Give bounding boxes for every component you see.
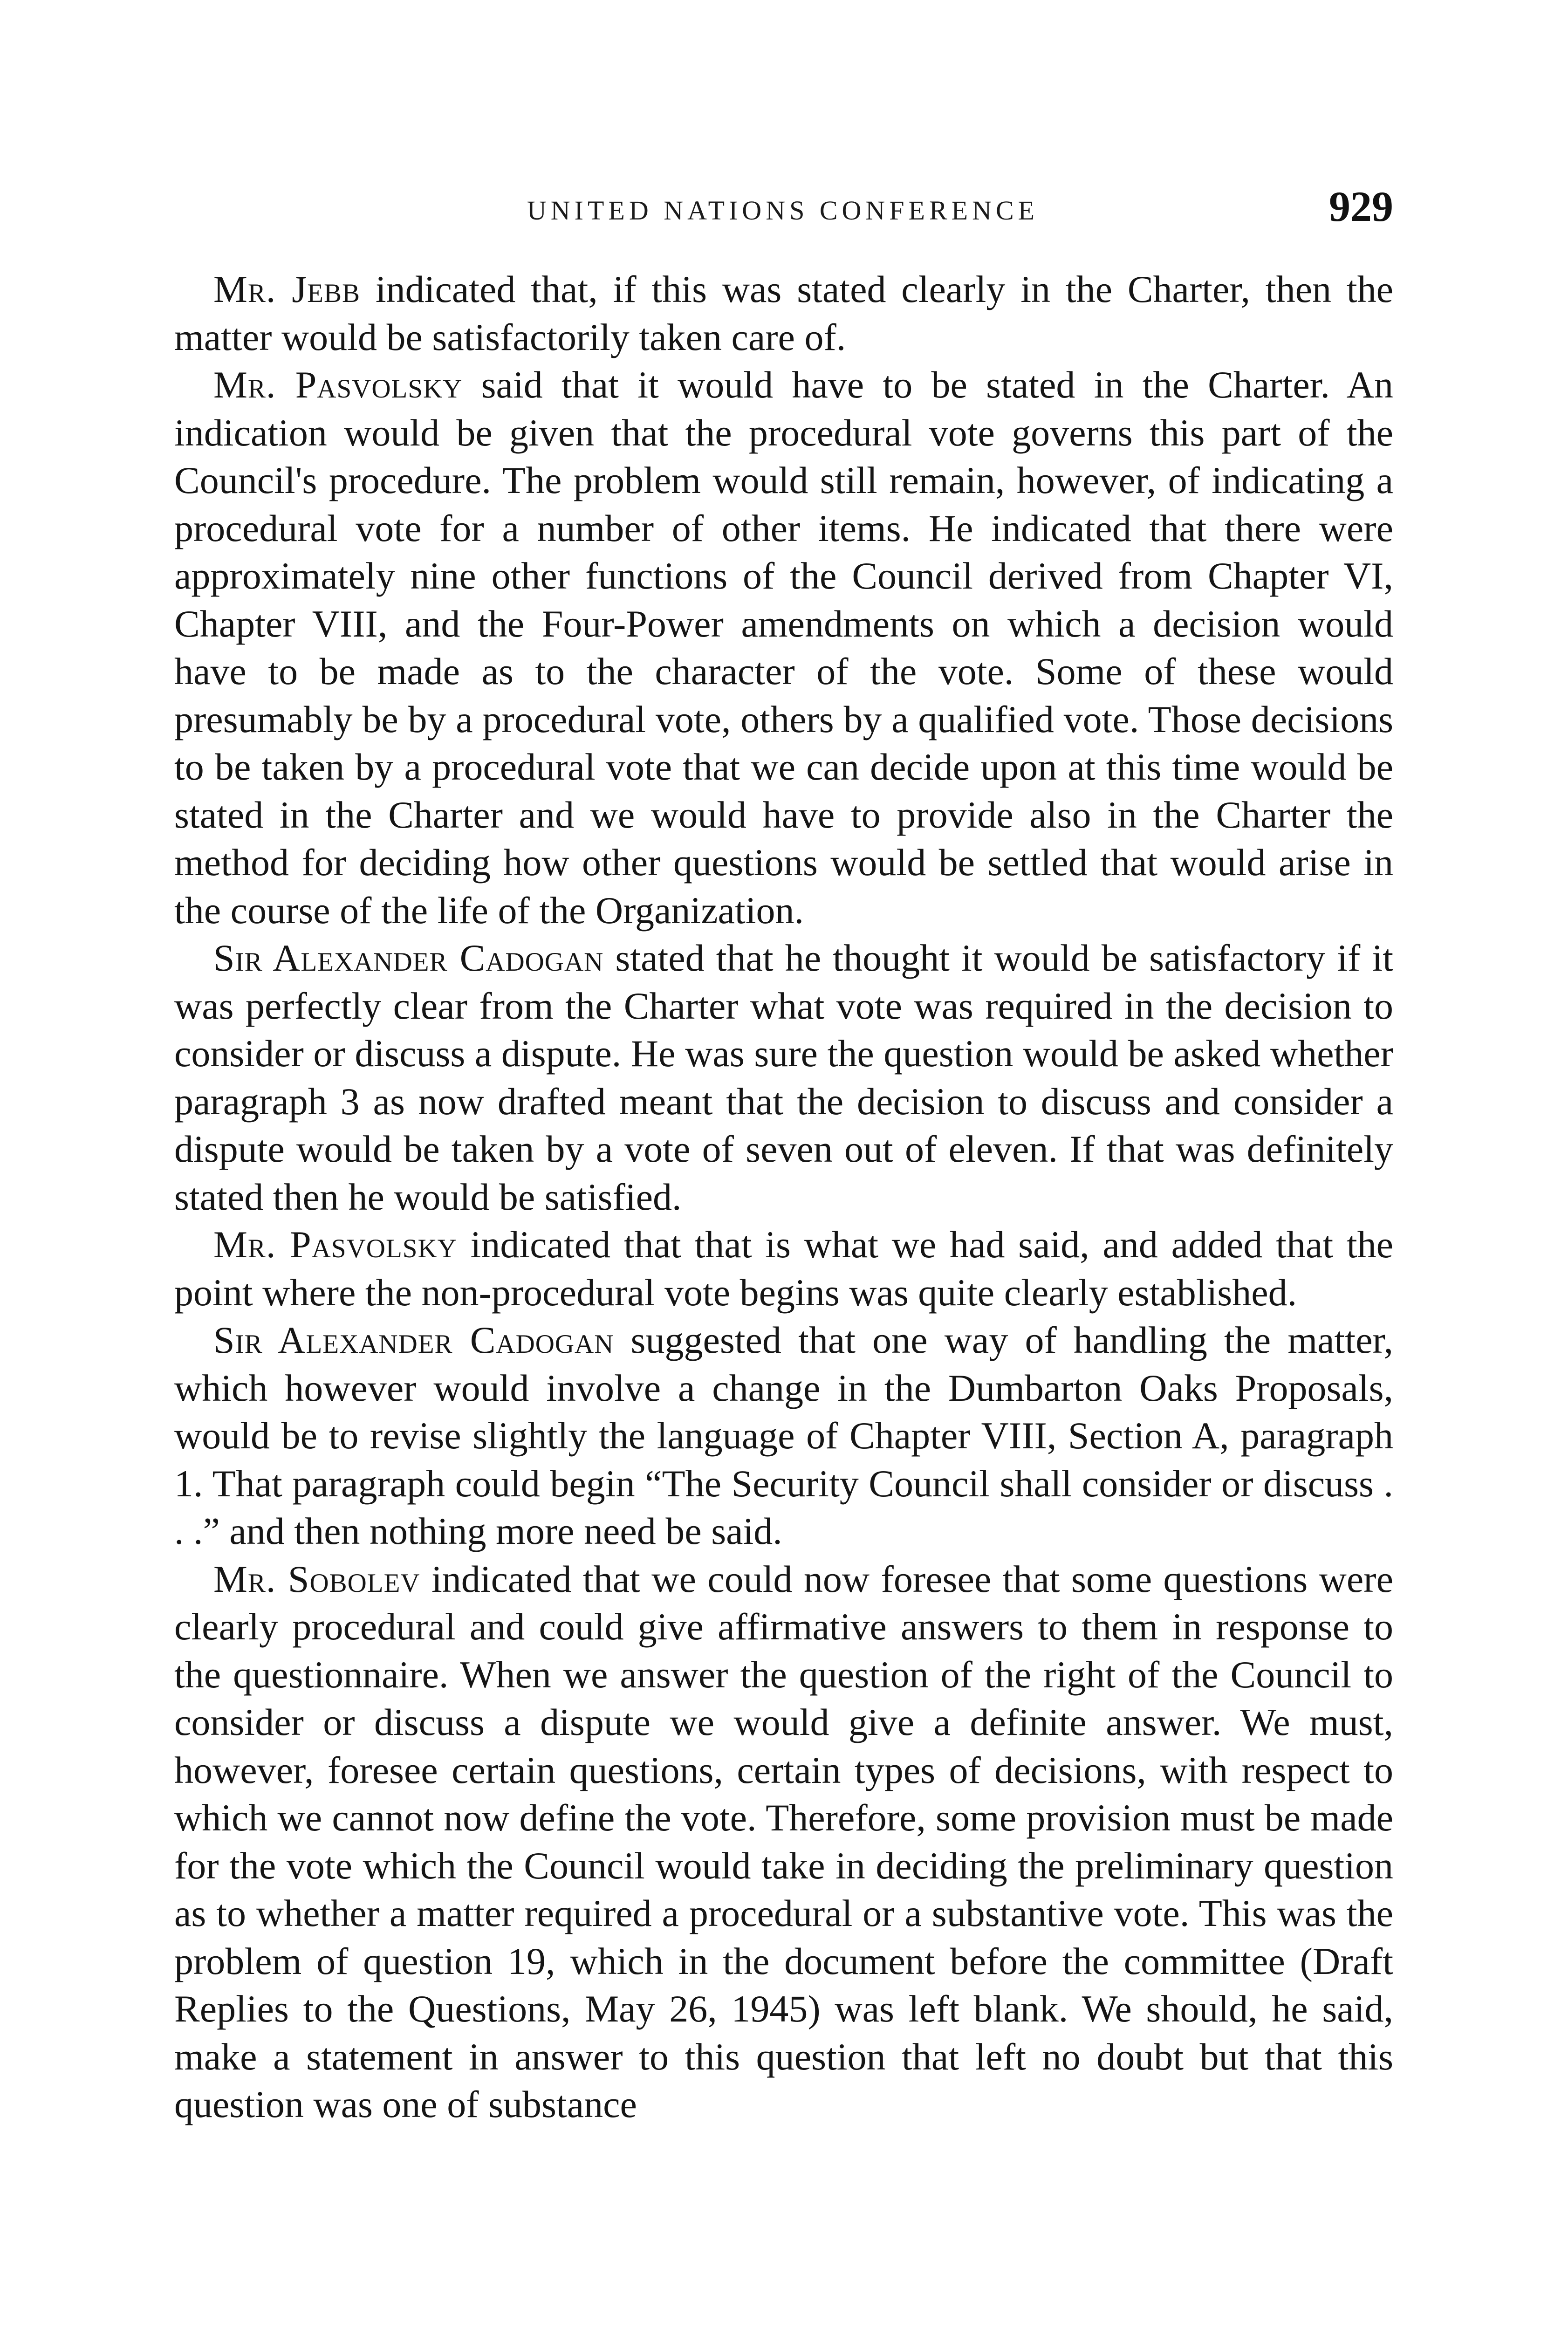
speaker-name: Mr. Pasvolsky — [213, 1223, 457, 1266]
paragraph — [174, 934, 1393, 1221]
speaker-name: Sir Alexander Cadogan — [213, 1319, 614, 1361]
running-head — [172, 182, 1393, 238]
paragraph-text: suggested that one way of handling the matter, which however would involve a change in the Dumbarton Oaks Proposals, would be to revise slightly the language of Chapter VIII, Section A, paragraph 1. That paragraph could begin “The Security Council shall consider or discuss . . .” and then nothing more need be said. — [174, 1319, 1393, 1552]
speaker-name: Mr. Pasvolsky — [213, 363, 463, 406]
paragraph-text: indicated that we could now foresee that some questions were clearly procedural and could give affirmative answers to them in response to the questionnaire. When we answer the question of the right of the Council to consider or discuss a dispute we would give a definite answer. We must, however, foresee certain questions, certain types of decisions, with respect to which we cannot now define the vote. Therefore, some provision must be made for the vote which the Council would take in deciding the preliminary question as to whether a matter required a procedural or a substantive vote. This was the problem of question 19, which in the document before the committee (Draft Replies to the Questions, May 26, 1945) was left blank. We should, he said, make a statement in answer to this question that left no doubt but that this question was one of substance — [174, 1557, 1394, 2125]
paragraph-text: indicated that that is what we had said, and added that the point where the non-procedural vote begins was quite clearly established. — [174, 1223, 1394, 1314]
paragraph — [174, 1556, 1393, 2129]
speaker-name: Mr. Jebb — [213, 268, 361, 310]
paragraph — [174, 1316, 1393, 1556]
paragraph — [174, 1221, 1393, 1316]
running-title: UNITED NATIONS CONFERENCE — [527, 195, 1039, 226]
paragraph — [174, 266, 1393, 361]
paragraph-text: said that it would have to be stated in the Charter. An indication would be given that the procedural vote governs this part of the Council's procedure. The problem would still remain, however, of indicating a procedural vote for a number of other items. He indicated that there were approximately nine other functions of the Council derived from Chapter VI, Chapter VIII, and the Four-Power amendments on which a decision would have to be made as to the character of the vote. Some of these would presumably be by a procedural vote, others by a qualified vote. Those decisions to be taken by a procedural vote that we can decide upon at this time would be stated in the Charter and we would have to provide also in the Charter the method for deciding how other questions would be settled that would arise in the course of the life of the Organization. — [174, 363, 1394, 932]
page-number: 929 — [1329, 183, 1393, 230]
paragraph-text: stated that he thought it would be satisfactory if it was perfectly clear from the Charter what vote was required in the decision to consider or discuss a dispute. He was sure the question would be asked whether paragraph 3 as now drafted meant that the decision to discuss and consider a dispute would be taken by a vote of seven out of eleven. If that was definitely stated then he would be satisfied. — [174, 937, 1393, 1218]
speaker-name: Sir Alexander Cadogan — [213, 937, 604, 979]
speaker-name: Mr. Sobolev — [213, 1557, 420, 1600]
paragraph-text: indicated that, if this was stated clearly in the Charter, then the matter would be satisfactorily taken care of. — [174, 268, 1393, 358]
paragraph — [174, 361, 1393, 934]
body-text — [174, 266, 1393, 2129]
